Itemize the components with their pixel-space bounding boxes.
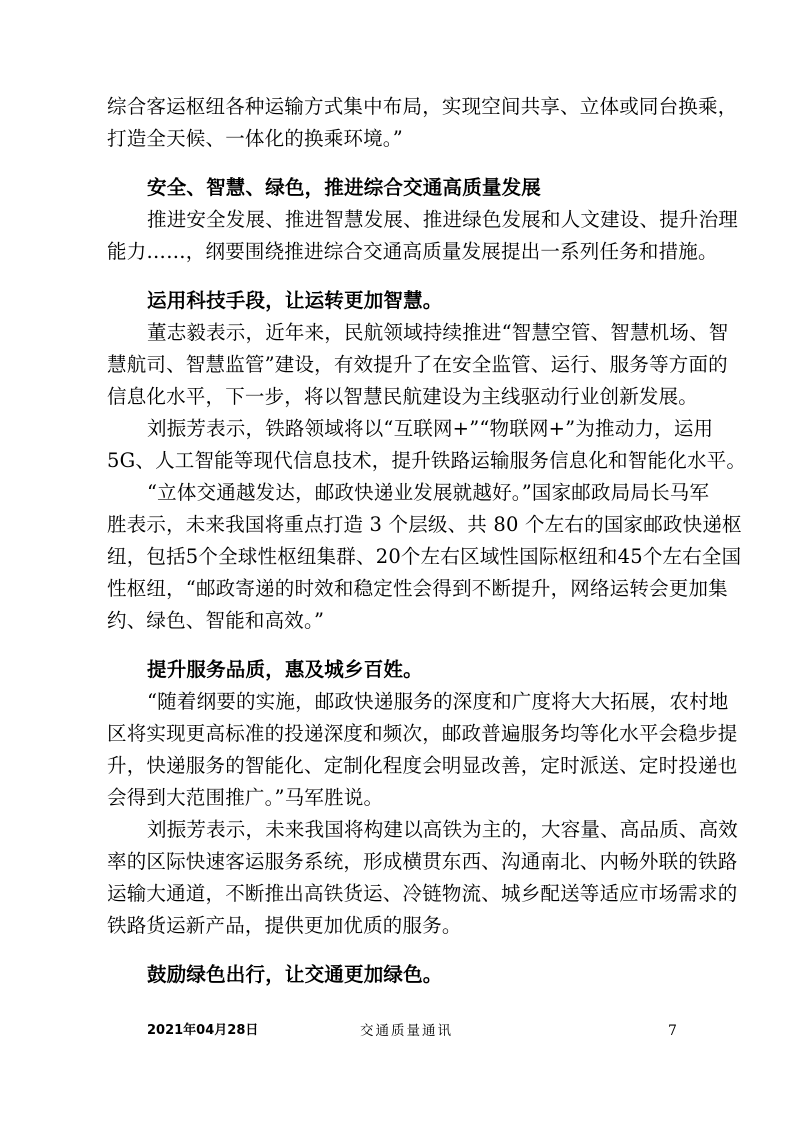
body-text-line: 能力……，纲要围绕推进综合交通高质量发展提出一系列任务和措施。: [107, 240, 718, 263]
body-text-line: 会得到大范围推广。”马军胜说。: [107, 786, 384, 809]
body-text-line: 5G、人工智能等现代信息技术，提升铁路运输服务信息化和智能化水平。: [107, 449, 747, 472]
footer-date: 2021年04月28日: [147, 1023, 259, 1038]
section-heading: 运用科技手段，让运转更加智慧。: [147, 289, 443, 312]
page-number: 7: [668, 1023, 677, 1039]
body-text-line: 运输大通道，不断推出高铁货运、冷链物流、城乡配送等适应市场需求的: [107, 882, 738, 905]
body-text-line: 率的区际快速客运服务系统，形成横贯东西、沟通南北、内畅外联的铁路: [107, 850, 738, 873]
footer-publication-title: 交通质量通讯: [360, 1023, 453, 1039]
body-text-line: 打造全天候、一体化的换乘环境。”: [107, 127, 403, 150]
body-text-line: 性枢纽，“邮政寄递的时效和稳定性会得到不断提升，网络运转会更加集: [107, 577, 728, 600]
section-heading: 安全、智慧、绿色，推进综合交通高质量发展: [147, 176, 542, 199]
body-text-line: 升，快递服务的智能化、定制化程度会明显改善，定时派送、定时投递也: [107, 754, 738, 777]
body-text-line: 信息化水平，下一步，将以智慧民航建设为主线驱动行业创新发展。: [107, 385, 699, 408]
body-text-line: 刘振芳表示，铁路领域将以“互联网+”“物联网+”为推动力，运用: [147, 417, 714, 440]
body-text-line: 慧航司、智慧监管”建设，有效提升了在安全监管、运行、服务等方面的: [107, 353, 728, 376]
body-text-line: 区将实现更高标准的投递深度和频次，邮政普遍服务均等化水平会稳步提: [107, 722, 738, 745]
body-text-line: “随着纲要的实施，邮政快递服务的深度和广度将大大拓展，农村地: [147, 690, 729, 713]
body-text-line: 推进安全发展、推进智慧发展、推进绿色发展和人文建设、提升治理: [147, 208, 739, 231]
section-heading: 提升服务品质，惠及城乡百姓。: [147, 658, 423, 681]
body-text-line: 铁路货运新产品，提供更加优质的服务。: [107, 914, 462, 937]
body-text-line: “立体交通越发达，邮政快递业发展就越好。”国家邮政局局长马军: [147, 481, 710, 504]
body-text-line: 综合客运枢纽各种运输方式集中布局，实现空间共享、立体或同台换乘，: [107, 95, 738, 118]
body-text-line: 刘振芳表示，未来我国将构建以高铁为主的，大容量、高品质、高效: [147, 818, 739, 841]
body-text-line: 纽，包括5个全球性枢纽集群、20个左右区域性国际枢纽和45个左右全国: [107, 545, 742, 568]
body-text-line: 胜表示，未来我国将重点打造 3 个层级、共 80 个左右的国家邮政快递枢: [107, 513, 742, 536]
body-text-line: 董志毅表示，近年来，民航领域持续推进“智慧空管、智慧机场、智: [147, 321, 729, 344]
section-heading: 鼓励绿色出行，让交通更加绿色。: [147, 963, 443, 986]
body-text-line: 约、绿色、智能和高效。”: [107, 609, 325, 632]
